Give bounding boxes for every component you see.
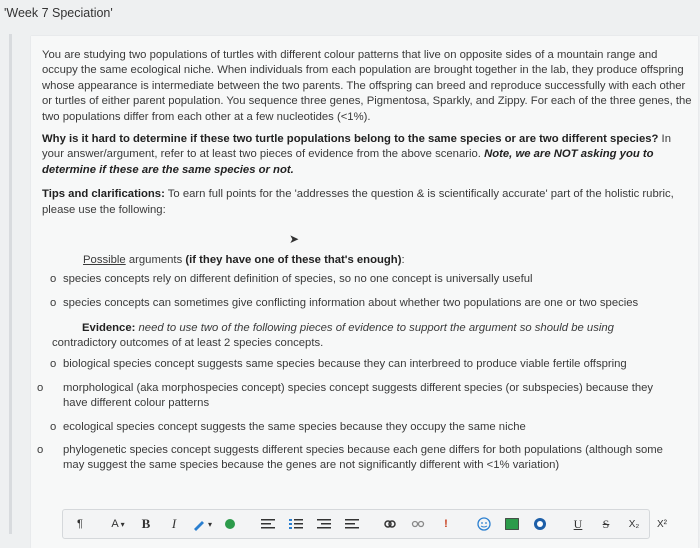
evidence-item <box>37 443 673 474</box>
superscript-button[interactable] <box>651 513 673 535</box>
bold-button[interactable]: B <box>141 516 151 531</box>
chevron-down-icon: ▾ <box>207 519 212 529</box>
link-button[interactable] <box>379 513 401 535</box>
possible-rest: arguments <box>125 254 186 266</box>
scenario-text: You are studying two populations of turtles with different colour patterns that live on opposite sides of a mountain range and occupy the same ecological niche. When individuals from each population are brought together in the lab, they produce offspring whose appearance is intermediate between the two parents. The offspring can breed and reproduce successfully with each other or turtles of either parent population. You sequence three genes, Pigmentosa, Sparkly, and Zippy. For each of the three genes, the two populations differ from each other at a few nucleotides (<1%). <box>42 49 692 123</box>
bullet-icon: o <box>37 382 44 394</box>
link-icon <box>383 517 397 531</box>
superscript-icon: X² <box>657 518 667 530</box>
question-text <box>42 132 692 178</box>
bullet-icon: o <box>37 444 44 456</box>
bullet-list-button[interactable] <box>285 513 307 535</box>
puzzle-icon <box>223 517 237 531</box>
argument-text: species concepts rely on different definition of species, so no one concept is universally useful <box>63 273 533 285</box>
possible-arguments-heading <box>83 254 405 266</box>
paragraph-button[interactable] <box>69 513 91 535</box>
align-left-button[interactable] <box>257 513 279 535</box>
image-icon <box>505 518 519 530</box>
evidence-item <box>50 357 670 372</box>
mouse-cursor-icon: ➤ <box>289 232 300 246</box>
evidence-text: phylogenetic species concept suggests different species because each gene differs for both populations (although some may suggest the same species because the genes are not significantly different with <1% variation) <box>63 444 663 472</box>
italic-button[interactable]: I <box>171 516 177 531</box>
underline-icon: U <box>573 516 583 531</box>
record-icon <box>533 517 547 531</box>
evidence-heading <box>52 321 672 352</box>
strikethrough-icon: S <box>602 516 610 531</box>
exclamation-icon: ! <box>444 518 448 530</box>
shapes-button[interactable] <box>219 513 241 535</box>
paragraph-icon: ¶ <box>77 518 83 530</box>
underline-button[interactable] <box>567 513 589 535</box>
smiley-icon <box>477 517 491 531</box>
page-title: 'Week 7 Speciation' <box>4 6 113 20</box>
argument-item <box>50 272 670 287</box>
evidence-text: morphological (aka morphospecies concept) species concept suggests different species (or subspecies) because they have different colour patterns <box>63 382 654 410</box>
outdent-button[interactable] <box>313 513 335 535</box>
chevron-down-icon: ▾ <box>120 519 125 529</box>
tips-body: To earn full points for the 'addresses the question & is scientifically accurate' part of the holistic rubric, please use the following: <box>42 188 674 216</box>
outdent-icon <box>317 518 331 530</box>
evidence-item <box>37 381 673 412</box>
bullet-icon: o <box>50 273 57 285</box>
image-button[interactable] <box>501 513 523 535</box>
possible-underline: Possible <box>83 254 126 266</box>
emoji-button[interactable] <box>473 513 495 535</box>
font-color-icon: A <box>111 518 119 530</box>
evidence-item <box>50 420 670 435</box>
subscript-button[interactable] <box>623 513 645 535</box>
tips-text <box>42 187 692 218</box>
font-color-button[interactable] <box>107 513 129 535</box>
possible-bold: (if they have one of these that's enough) <box>185 254 402 266</box>
indent-button[interactable] <box>341 513 363 535</box>
evidence-label: Evidence: <box>82 322 136 334</box>
exclamation-button[interactable] <box>435 513 457 535</box>
evidence-italic: need to use two of the following pieces of evidence to support the argument so should be using <box>135 322 614 334</box>
subscript-icon: X₂ <box>628 518 640 530</box>
question-bold: Why is it hard to determine if these two turtle populations belong to the same species or are two different species? <box>42 133 659 146</box>
evidence-text: ecological species concept suggests the same species because they occupy the same niche <box>63 421 526 433</box>
bullet-icon: o <box>50 358 57 370</box>
strikethrough-button[interactable] <box>595 513 617 535</box>
highlighter-icon <box>192 517 208 531</box>
align-left-icon <box>261 518 275 530</box>
left-rail <box>9 34 12 534</box>
editor-toolbar <box>62 509 667 539</box>
question-note: Note, we are NOT asking you to determine if these are the same species or not. <box>42 148 654 176</box>
bullet-icon: o <box>50 297 57 309</box>
evidence-text: biological species concept suggests same species because they can interbreed to produce viable fertile offspring <box>63 358 627 370</box>
highlight-button[interactable] <box>191 513 213 535</box>
question-content <box>42 48 692 218</box>
bullet-list-icon <box>289 518 303 530</box>
argument-text: species concepts can sometimes give conflicting information about whether two populations are one or two species <box>63 297 639 309</box>
evidence-cont: contradictory outcomes of at least 2 species concepts. <box>52 337 324 350</box>
possible-end: : <box>401 254 405 266</box>
bullet-icon: o <box>50 421 57 433</box>
indent-icon <box>345 518 359 530</box>
record-button[interactable] <box>529 513 551 535</box>
unlink-icon <box>411 517 425 531</box>
argument-item <box>50 296 670 311</box>
unlink-button[interactable] <box>407 513 429 535</box>
question-normal: In your answer/argument, refer to at least two pieces of evidence from the above scenario. <box>42 133 671 161</box>
tips-label: Tips and clarifications: <box>42 188 165 201</box>
